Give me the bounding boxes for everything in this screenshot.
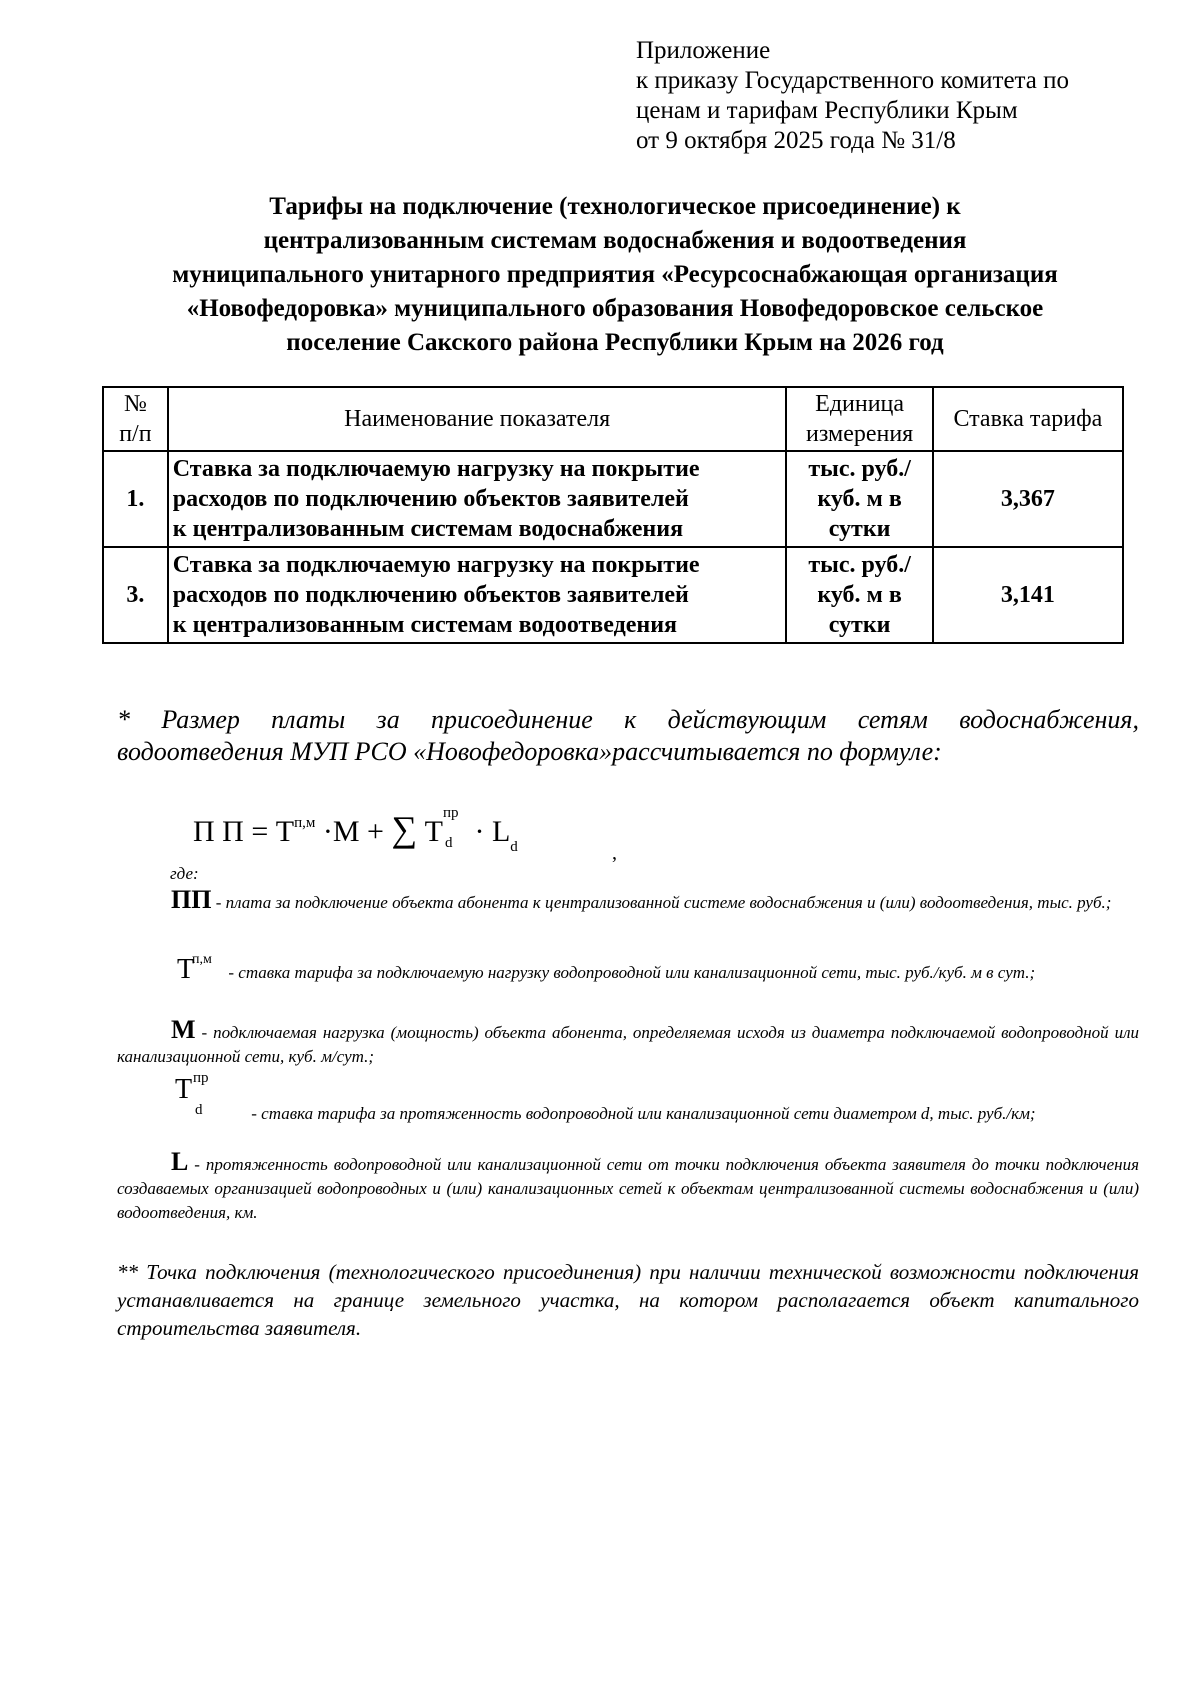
appendix-line: ценам и тарифам Республики Крым [636, 97, 1018, 124]
appendix-line: Приложение [636, 37, 771, 64]
definition-text: - плата за подключение объекта абонента к централизованной системе водоснабжения и (или) водоотведения, тыс. руб.; [211, 893, 1112, 912]
title-line: муниципального унитарного предприятия «Ресурсоснабжающая организация [172, 261, 1058, 288]
row-unit [786, 547, 932, 643]
definition-l [117, 1147, 1139, 1225]
row-name-line: Ставка за подключаемую нагрузку на покрытие [172, 552, 700, 578]
definition-symbol-t: Т [175, 1074, 193, 1105]
row-name-line: к централизованным системам водоотведения [172, 612, 678, 638]
row-name-line: к централизованным системам водоснабжения [172, 516, 684, 542]
header-rate: Ставка тарифа [933, 387, 1123, 451]
header-unit-l1: Единица [815, 391, 905, 417]
where-label: где: [170, 864, 199, 883]
definition-text: - ставка тарифа за подключаемую нагрузку водопроводной или канализационной сети, тыс. руб./куб. м в сут.; [224, 963, 1036, 982]
row-unit [786, 451, 932, 547]
tariffs-table [102, 386, 1124, 644]
header-num [103, 387, 168, 451]
formula-note-line: водоотведения МУП РСО «Новофедоровка»рассчитывается по формуле: [117, 737, 942, 766]
formula-eq: = [243, 815, 276, 848]
row-unit-line: куб. м в [817, 486, 902, 512]
definition-pp [117, 885, 1139, 915]
formula-pp: П П [193, 815, 244, 848]
appendix-line: к приказу Государственного комитета по [636, 67, 1069, 94]
formula-note-line: * Размер платы за присоединение к действующим сетям водоснабжения, [117, 705, 1139, 734]
definition-text: - подключаемая нагрузка (мощность) объекта абонента, определяемая исходя из диаметра подключаемой водопроводной или канализационной сети, куб. м/сут.; [117, 1023, 1139, 1066]
definition-tpr [117, 1102, 1139, 1126]
table-row [103, 451, 1123, 547]
title-line: «Новофедоровка» муниципального образования Новофедоровское сельское [186, 295, 1044, 322]
table-row [103, 547, 1123, 643]
formula-l-sub: d [510, 839, 518, 855]
definition-symbol: L [171, 1147, 189, 1176]
row-name [168, 451, 787, 547]
header-num-l2: п/п [119, 421, 152, 447]
title-line: Тарифы на подключение (технологическое присоединение) к [269, 193, 961, 220]
formula-dot-l: · L [466, 815, 511, 848]
formula-sum: ∑ [391, 809, 418, 849]
row-unit-line: тыс. руб./ [808, 552, 911, 578]
definition-symbol-t: Т [177, 954, 195, 985]
header-unit [786, 387, 932, 451]
header-name: Наименование показателя [168, 387, 787, 451]
row-rate: 3,367 [933, 451, 1123, 547]
row-rate: 3,141 [933, 547, 1123, 643]
definition-symbol-sup: пр [193, 1070, 209, 1086]
row-unit-line: куб. м в [817, 582, 902, 608]
title-line: централизованным системам водоснабжения и водоотведения [263, 227, 967, 254]
fee-formula [193, 805, 518, 856]
formula-comma: , [612, 842, 617, 864]
document-title [100, 190, 1130, 360]
row-name-line: расходов по подключению объектов заявителей [172, 486, 689, 512]
appendix-line: от 9 октября 2025 года № 31/8 [636, 127, 956, 154]
row-unit-line: тыс. руб./ [808, 456, 911, 482]
row-unit-line: сутки [828, 516, 891, 542]
definition-symbol [177, 952, 212, 985]
title-line: поселение Сакского района Республики Крым на 2026 год [286, 329, 944, 356]
formula-note [117, 704, 1139, 768]
formula-dot-m: ·М + [315, 815, 392, 848]
definition-symbol: М [171, 1015, 196, 1044]
definition-symbol-sup: п,м [192, 952, 212, 967]
definition-tpm [117, 952, 1139, 985]
table-header-row [103, 387, 1123, 451]
row-unit-line: сутки [828, 612, 891, 638]
row-num: 3. [103, 547, 168, 643]
formula-t: Т [275, 815, 295, 848]
row-name [168, 547, 787, 643]
row-name-line: расходов по подключению объектов заявителей [172, 582, 689, 608]
definition-m [117, 1015, 1139, 1069]
header-unit-l2: измерения [806, 421, 914, 447]
definition-text: - ставка тарифа за протяженность водопроводной или канализационной сети диаметром d, тыс. руб./км; [247, 1104, 1036, 1123]
connection-point-note: ** Точка подключения (технологического присоединения) при наличии технической возможности подключения устанавливается на границе земельного участка, на котором располагается объект капитального строительства заявителя. [117, 1260, 1139, 1340]
row-num: 1. [103, 451, 168, 547]
row-name-line: Ставка за подключаемую нагрузку на покрытие [172, 456, 700, 482]
formula-t2-sup: пр [442, 805, 459, 822]
definition-symbol: ПП [171, 885, 212, 914]
definition-text: - протяженность водопроводной или канализационной сети от точки подключения объекта заявителя до точки подключения создаваемых организацией водопроводных и (или) канализационных сетей к объектам централизованной системы водоснабжения и (или) водоотведения, км. [117, 1155, 1139, 1222]
formula-t2-indices [442, 805, 467, 852]
formula-t2: Т [417, 815, 443, 848]
definition-symbol-sub: d [195, 1102, 203, 1118]
formula-t-sup: п,м [294, 815, 316, 831]
header-num-l1: № [123, 391, 147, 417]
appendix-header [636, 36, 1069, 156]
formula-t2-sub: d [444, 835, 453, 852]
